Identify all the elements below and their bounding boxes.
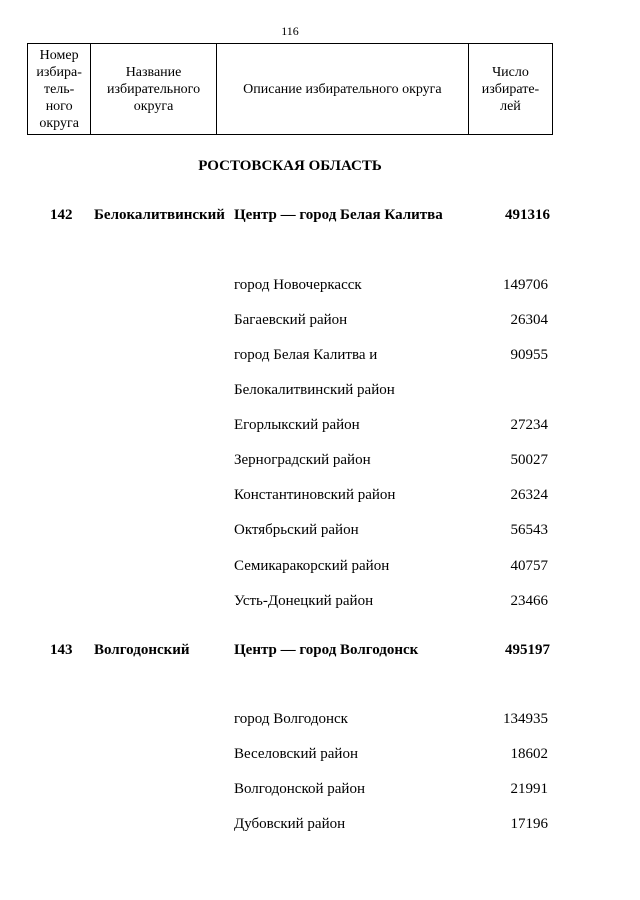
region-title: РОСТОВСКАЯ ОБЛАСТЬ bbox=[198, 158, 382, 174]
list-item bbox=[0, 487, 600, 507]
list-item bbox=[0, 522, 600, 542]
item-count: 134935 bbox=[503, 711, 548, 727]
item-name: Зерноградский район bbox=[234, 452, 371, 468]
district-heading bbox=[0, 642, 600, 662]
list-item bbox=[0, 746, 600, 766]
district-heading bbox=[0, 207, 600, 227]
district-number: 143 bbox=[50, 642, 73, 658]
district-center: Центр — город Волгодонск bbox=[234, 642, 419, 658]
column-header-table bbox=[27, 43, 553, 135]
header-district-number: Номер избира- тель- ного округа bbox=[28, 44, 91, 135]
list-item bbox=[0, 347, 600, 367]
list-item bbox=[0, 312, 600, 332]
item-name: Константиновский район bbox=[234, 487, 396, 503]
item-count: 17196 bbox=[510, 816, 548, 832]
item-name: город Новочеркасск bbox=[234, 277, 362, 293]
header-district-description: Описание избирательного округа bbox=[216, 44, 468, 135]
item-count: 50027 bbox=[510, 452, 548, 468]
item-name: город Волгодонск bbox=[234, 711, 348, 727]
item-name: Веселовский район bbox=[234, 746, 358, 762]
district-center: Центр — город Белая Калитва bbox=[234, 207, 443, 223]
list-item bbox=[0, 816, 600, 836]
item-count: 26324 bbox=[510, 487, 548, 503]
list-item bbox=[0, 558, 600, 578]
list-item bbox=[0, 417, 600, 437]
item-name: Егорлыкский район bbox=[234, 417, 360, 433]
item-count: 56543 bbox=[510, 522, 548, 538]
list-item bbox=[0, 781, 600, 801]
item-name: Багаевский район bbox=[234, 312, 348, 328]
item-name: Усть-Донецкий район bbox=[234, 593, 374, 609]
list-item bbox=[0, 452, 600, 472]
item-name: Белокалитвинский район bbox=[234, 382, 395, 398]
item-count: 40757 bbox=[510, 558, 548, 574]
header-district-name: Название избирательного округа bbox=[91, 44, 217, 135]
item-name: Дубовский район bbox=[234, 816, 346, 832]
district-name: Белокалитвинский bbox=[94, 207, 225, 223]
list-item bbox=[0, 593, 600, 613]
list-item bbox=[0, 277, 600, 297]
item-name: Семикаракорский район bbox=[234, 558, 390, 574]
item-count: 90955 bbox=[510, 347, 548, 363]
list-item bbox=[0, 711, 600, 731]
item-name: Волгодонской район bbox=[234, 781, 365, 797]
item-count: 23466 bbox=[510, 593, 548, 609]
list-item bbox=[0, 382, 600, 402]
item-count: 26304 bbox=[510, 312, 548, 328]
item-count: 21991 bbox=[510, 781, 548, 797]
item-count: 18602 bbox=[510, 746, 548, 762]
district-number: 142 bbox=[50, 207, 73, 223]
header-voter-count: Число избирате- лей bbox=[468, 44, 552, 135]
item-count: 27234 bbox=[510, 417, 548, 433]
district-total: 491316 bbox=[505, 207, 550, 223]
district-name: Волгодонский bbox=[94, 642, 190, 658]
district-total: 495197 bbox=[505, 642, 550, 658]
item-name: город Белая Калитва и bbox=[234, 347, 378, 363]
item-count: 149706 bbox=[503, 277, 548, 293]
page-number: 116 bbox=[281, 24, 299, 38]
item-name: Октябрьский район bbox=[234, 522, 359, 538]
